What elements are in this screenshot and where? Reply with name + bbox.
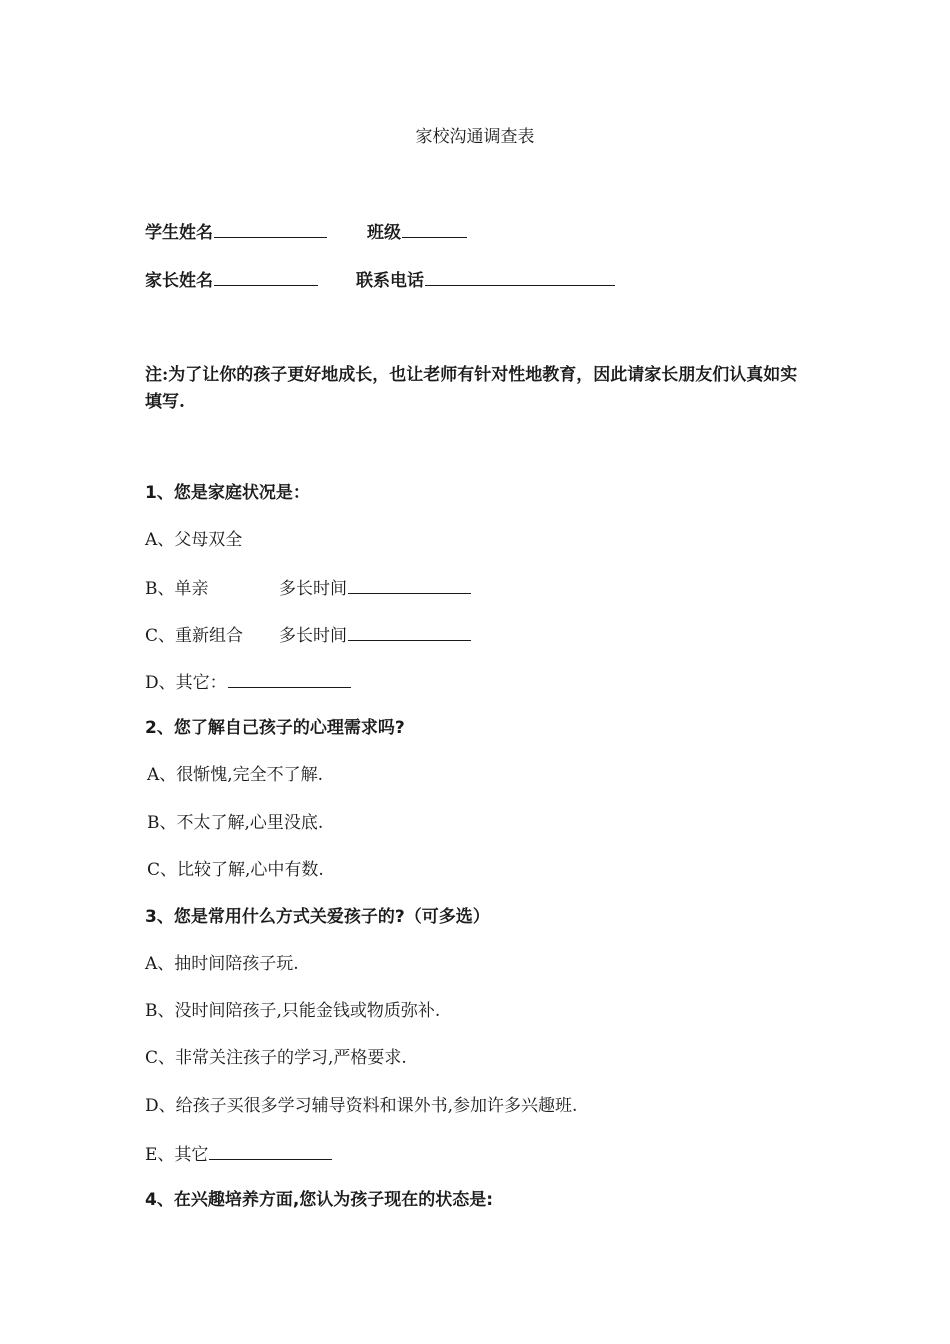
question-2: 2、您了解自己孩子的心理需求吗? bbox=[145, 718, 405, 738]
q3-option-d[interactable]: D、给孩子买很多学习辅导资料和课外书,参加许多兴趣班. bbox=[145, 1096, 578, 1116]
q1-option-d-field[interactable] bbox=[228, 670, 351, 688]
q3-option-e-field[interactable] bbox=[209, 1142, 332, 1160]
q1-option-b[interactable] bbox=[145, 576, 471, 600]
q1-option-c-label: C、重新组合 bbox=[145, 626, 244, 646]
phone-field[interactable] bbox=[425, 268, 615, 286]
phone-label: 联系电话 bbox=[356, 271, 424, 291]
q1-option-c[interactable] bbox=[145, 623, 471, 647]
class-label: 班级 bbox=[367, 223, 401, 243]
page-title: 家校沟通调查表 bbox=[415, 127, 535, 147]
q1-option-b-label: B、单亲 bbox=[145, 579, 209, 599]
q1-option-c-duration-field[interactable] bbox=[348, 623, 471, 641]
q1-option-a[interactable]: A、父母双全 bbox=[145, 530, 243, 550]
q2-option-a[interactable]: A、很惭愧,完全不了解. bbox=[147, 765, 324, 785]
student-name-label: 学生姓名 bbox=[145, 223, 213, 243]
q1-option-b-duration-field[interactable] bbox=[348, 576, 471, 594]
q3-option-e-label: E、其它 bbox=[145, 1145, 209, 1165]
parent-name-label: 家长姓名 bbox=[145, 271, 213, 291]
q2-option-b[interactable]: B、不太了解,心里没底. bbox=[147, 813, 324, 833]
question-1: 1、您是家庭状况是： bbox=[145, 483, 310, 503]
question-4: 4、在兴趣培养方面,您认为孩子现在的状态是: bbox=[145, 1190, 494, 1210]
student-name-field[interactable] bbox=[214, 220, 327, 238]
q3-option-c[interactable]: C、非常关注孩子的学习,严格要求. bbox=[145, 1048, 407, 1068]
q1-option-b-duration-label: 多长时间 bbox=[279, 579, 347, 599]
q2-option-c[interactable]: C、比较了解,心中有数. bbox=[147, 860, 324, 880]
q1-option-c-duration-label: 多长时间 bbox=[279, 626, 347, 646]
q3-option-b[interactable]: B、没时间陪孩子,只能金钱或物质弥补. bbox=[145, 1001, 441, 1021]
parent-name-field[interactable] bbox=[214, 268, 318, 286]
student-info-row bbox=[145, 220, 467, 244]
q1-option-d[interactable] bbox=[145, 670, 351, 694]
q3-option-e[interactable] bbox=[145, 1142, 332, 1166]
question-3: 3、您是常用什么方式关爱孩子的?（可多选） bbox=[145, 907, 490, 927]
q3-option-a[interactable]: A、抽时间陪孩子玩. bbox=[145, 954, 299, 974]
parent-info-row bbox=[145, 268, 615, 292]
class-field[interactable] bbox=[402, 220, 467, 238]
q1-option-d-label: D、其它： bbox=[145, 673, 227, 693]
instruction-note: 注:为了让你的孩子更好地成长，也让老师有针对性地教育，因此请家长朋友们认真如实填写. bbox=[145, 365, 798, 412]
